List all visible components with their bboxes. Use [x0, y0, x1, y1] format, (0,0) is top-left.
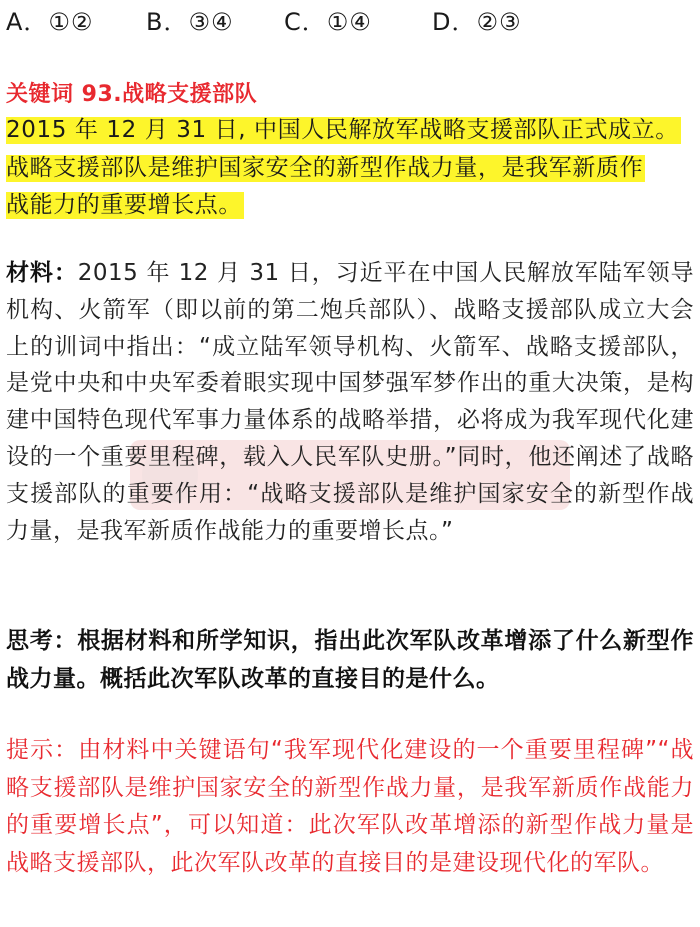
option-a: A．①② — [6, 8, 94, 36]
highlight-line-1: 2015 年 12 月 31 日, 中国人民解放军战略支援部队正式成立。 — [6, 117, 679, 143]
answer-options — [6, 2, 686, 42]
option-d: D．②③ — [432, 8, 522, 36]
highlighted-summary — [6, 112, 694, 225]
option-c: C．①④ — [284, 8, 372, 36]
material-paragraph — [6, 255, 694, 549]
hint-answer: 提示：由材料中关键语句“我军现代化建设的一个重要里程碑”“战略支援部队是维护国家安全的新型作战力量，是我军新质作战能力的重要增长点”，可以知道：此次军队改革增添的新型作战力量是战略支援部队，此次军队改革的直接目的是建设现代化的军队。 — [6, 737, 694, 876]
think-question: 思考：根据材料和所学知识，指出此次军队改革增添了什么新型作战力量。概括此次军队改革的直接目的是什么。 — [6, 628, 694, 692]
highlight-line-2: 战略支援部队是维护国家安全的新型作战力量，是我军新质作 — [6, 154, 644, 181]
material-label: 材料： — [6, 260, 78, 286]
keyword-title: 关键词 93.战略支援部队 — [6, 82, 258, 107]
option-b: B．③④ — [146, 8, 234, 36]
material-text: 2015 年 12 月 31 日，习近平在中国人民解放军陆军领导机构、火箭军（即以前的第二炮兵部队）、战略支援部队成立大会上的训词中指出：“成立陆军领导机构、火箭军、战略支援部队，是党中央和中央军委着眼实现中国梦强军梦作出的重大决策，是构建中国特色现代军事力量体系的战略举措，必将成为我军现代化建设的一个重要里程碑，载入人民军队史册。”同时，他还阐述了战略支援部队的重要作用：“战略支援部队是维护国家安全的新型作战力量，是我军新质作战能力的重要增长点。” — [6, 260, 695, 544]
highlight-line-3: 战能力的重要增长点。 — [6, 192, 242, 218]
